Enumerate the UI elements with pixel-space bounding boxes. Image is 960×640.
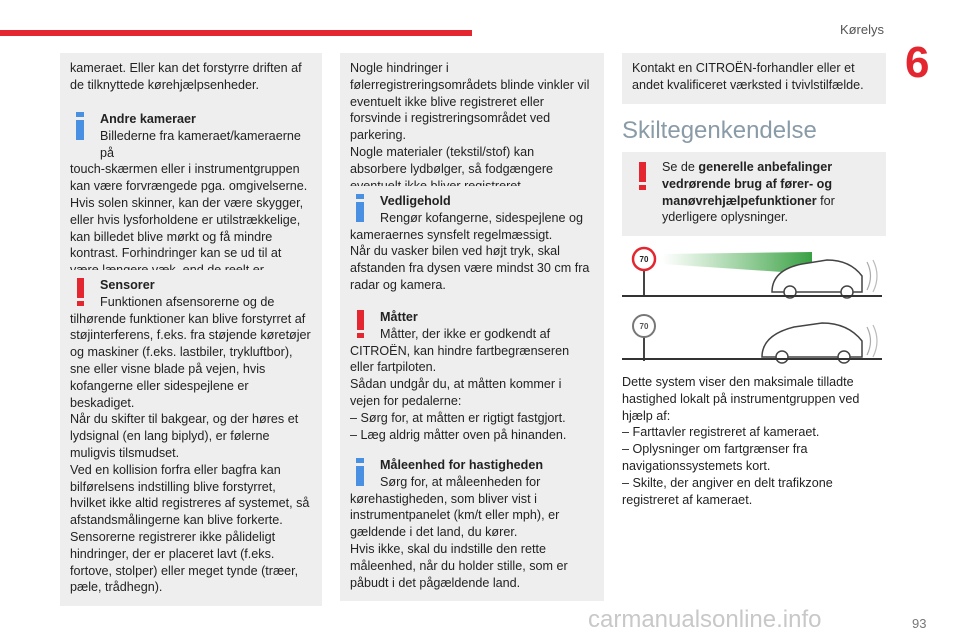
- other-cameras-info-box: [60, 104, 322, 289]
- mats-warning-box: [340, 302, 604, 453]
- watermark: carmanualsonline.info: [588, 606, 822, 633]
- info-icon: [356, 194, 364, 222]
- info-body: kameraernes synsfelt regelmæssigt.: [350, 227, 553, 242]
- warning-title: Sensorer: [100, 278, 155, 292]
- warning-title: Måtter: [380, 310, 418, 324]
- car-camera-sign-drawing: [622, 240, 884, 300]
- top-accent-bar: [0, 30, 472, 36]
- info-body: kørehastigheden, som bliver vist i instrumentpanelet (km/t eller mph), er gældende i det land, du kører.: [350, 491, 560, 540]
- car-camera-sign-drawing: [622, 305, 884, 365]
- sign-recognition-illustration-2: [622, 305, 884, 365]
- warning-lead: [350, 309, 594, 343]
- speed-sign-value: 70: [639, 255, 649, 264]
- info-lead-text: Billederne fra kameraet/kameraerne på: [100, 128, 301, 160]
- warning-icon: [356, 310, 365, 338]
- obstacles-text: Nogle materialer (tekstil/stof) kan absorbere lydbølger, så fodgængere: [350, 144, 554, 176]
- list-item: – Læg aldrig måtter oven på hinanden.: [350, 427, 567, 442]
- info-title: Vedligehold: [380, 194, 451, 208]
- ground-line: [622, 295, 882, 297]
- info-body: touch-skærmen eller i instrumentgruppen kan være forvrængede pga. omgivelserne. Hvis solen skinner, kan der være skygger, eller hvis lysforholdene er utilstrækkelige, kan billedet blive mørkt og få mindre kontrast. Forhindringer kan se ud til at: [70, 162, 308, 261]
- ground-line: [622, 358, 882, 360]
- sensors-warning-box: [60, 270, 322, 606]
- warning-body: CITROËN, kan hindre fartbegrænseren eller fartpiloten.: [350, 343, 570, 375]
- recommendations-warning-box: [622, 152, 886, 236]
- info-title: Andre kameraer: [100, 112, 196, 126]
- info-lead: [70, 111, 312, 161]
- info-icon: [356, 458, 364, 486]
- section-heading: Skiltegenkendelse: [622, 117, 817, 144]
- warning-body: tilhørende funktioner kan blive forstyrret af støjinterferens, f.eks. fra støjende køretøjer og maskiner (f.eks. lastbiler, trykluftbor), sne eller visne blade på vejen, hvis kofangerne eller sidespejlene er beskadiget.: [70, 311, 311, 410]
- chapter-number: 6: [905, 38, 930, 87]
- camera-note-box: [60, 53, 322, 104]
- warning-icon: [638, 162, 647, 190]
- warning-lead-text: Funktionen afsensorerne og de: [100, 294, 275, 309]
- info-lead-text: Sørg for, at måleenheden for: [380, 474, 541, 489]
- list-item: – Sørg for, at måtten er rigtigt fastgjort.: [350, 410, 566, 425]
- warning-text-pre: Se de: [662, 160, 699, 174]
- speed-sign-value: 70: [639, 322, 649, 331]
- contact-note-box: [622, 53, 886, 104]
- warning-lead: [632, 159, 876, 226]
- speed-unit-info-box: [340, 450, 604, 601]
- obstacles-note-box: [340, 53, 604, 204]
- warning-text-bold: generelle anbefalinger vedrørende brug af fører- og manøvrehjælpefunktioner: [662, 160, 833, 208]
- camera-note-text: kameraet. Eller kan det forstyrre driften af de tilknyttede kørehjælpsenheder.: [70, 61, 302, 92]
- list-item: – Farttavler registreret af kameraet.: [622, 425, 820, 440]
- warning-lead-text: Måtter, der ikke er godkendt af: [380, 326, 551, 341]
- info-body: Hvis ikke, skal du indstille den rette måleenhed, når du holder stille, som er påbudt i det pågældende land.: [350, 541, 568, 590]
- warning-body: Ved en kollision forfra eller bagfra kan bilførelsens indstilling blive forstyrret, hvilket ikke altid registreres af systemet, så afstandsmålingerne kan blive forkerte.: [70, 462, 310, 528]
- info-icon: [76, 112, 84, 140]
- sign-recognition-illustration-1: [622, 240, 884, 300]
- info-lead-text: Rengør kofangerne, sidespejlene og: [380, 210, 584, 225]
- info-title: Måleenhed for hastigheden: [380, 458, 544, 472]
- info-body: Når du vasker bilen ved højt tryk, skal afstanden fra dysen være mindst 30 cm fra radar og kamera.: [350, 244, 590, 292]
- info-lead: [350, 193, 594, 227]
- list-item: – Skilte, der angiver en delt trafikzone registreret af kameraet.: [622, 475, 833, 507]
- maintenance-info-box: [340, 186, 604, 304]
- section-title: Kørelys: [839, 22, 884, 37]
- contact-text: Kontakt en CITROËN-forhandler eller et andet kvalificeret værksted i tvivlstilfælde.: [632, 61, 864, 92]
- page-number: 93: [912, 616, 927, 631]
- obstacles-text: Nogle hindringer i følerregistreringsområdets blinde vinkler vil eventuelt ikke blive registreret eller forsvinde i registreringsområdet ved parkering.: [350, 61, 590, 143]
- warning-body: Sensorerne registrerer ikke pålideligt hindringer, der er placeret lavt (f.eks. fortove, stolper) eller meget tynde (træer, pæle, trådhegn).: [70, 529, 299, 595]
- warning-lead: [70, 277, 312, 311]
- warning-text-post: for yderligere oplysninger.: [662, 193, 835, 225]
- system-description: [622, 374, 890, 508]
- warning-body: Sådan undgår du, at måtten kommer i vejen for pedalerne:: [350, 377, 562, 408]
- description-text: Dette system viser den maksimale tilladte hastighed lokalt på instrumentgruppen ved hjælp af:: [622, 375, 860, 423]
- list-item: – Oplysninger om fartgrænser fra navigationssystemets kort.: [622, 442, 808, 473]
- info-lead: [350, 457, 594, 491]
- warning-icon: [76, 278, 85, 306]
- warning-body: Når du skifter til bakgear, og der høres et lydsignal (en lang biplyd), er følerne muligvis tilsmudset.: [70, 412, 299, 460]
